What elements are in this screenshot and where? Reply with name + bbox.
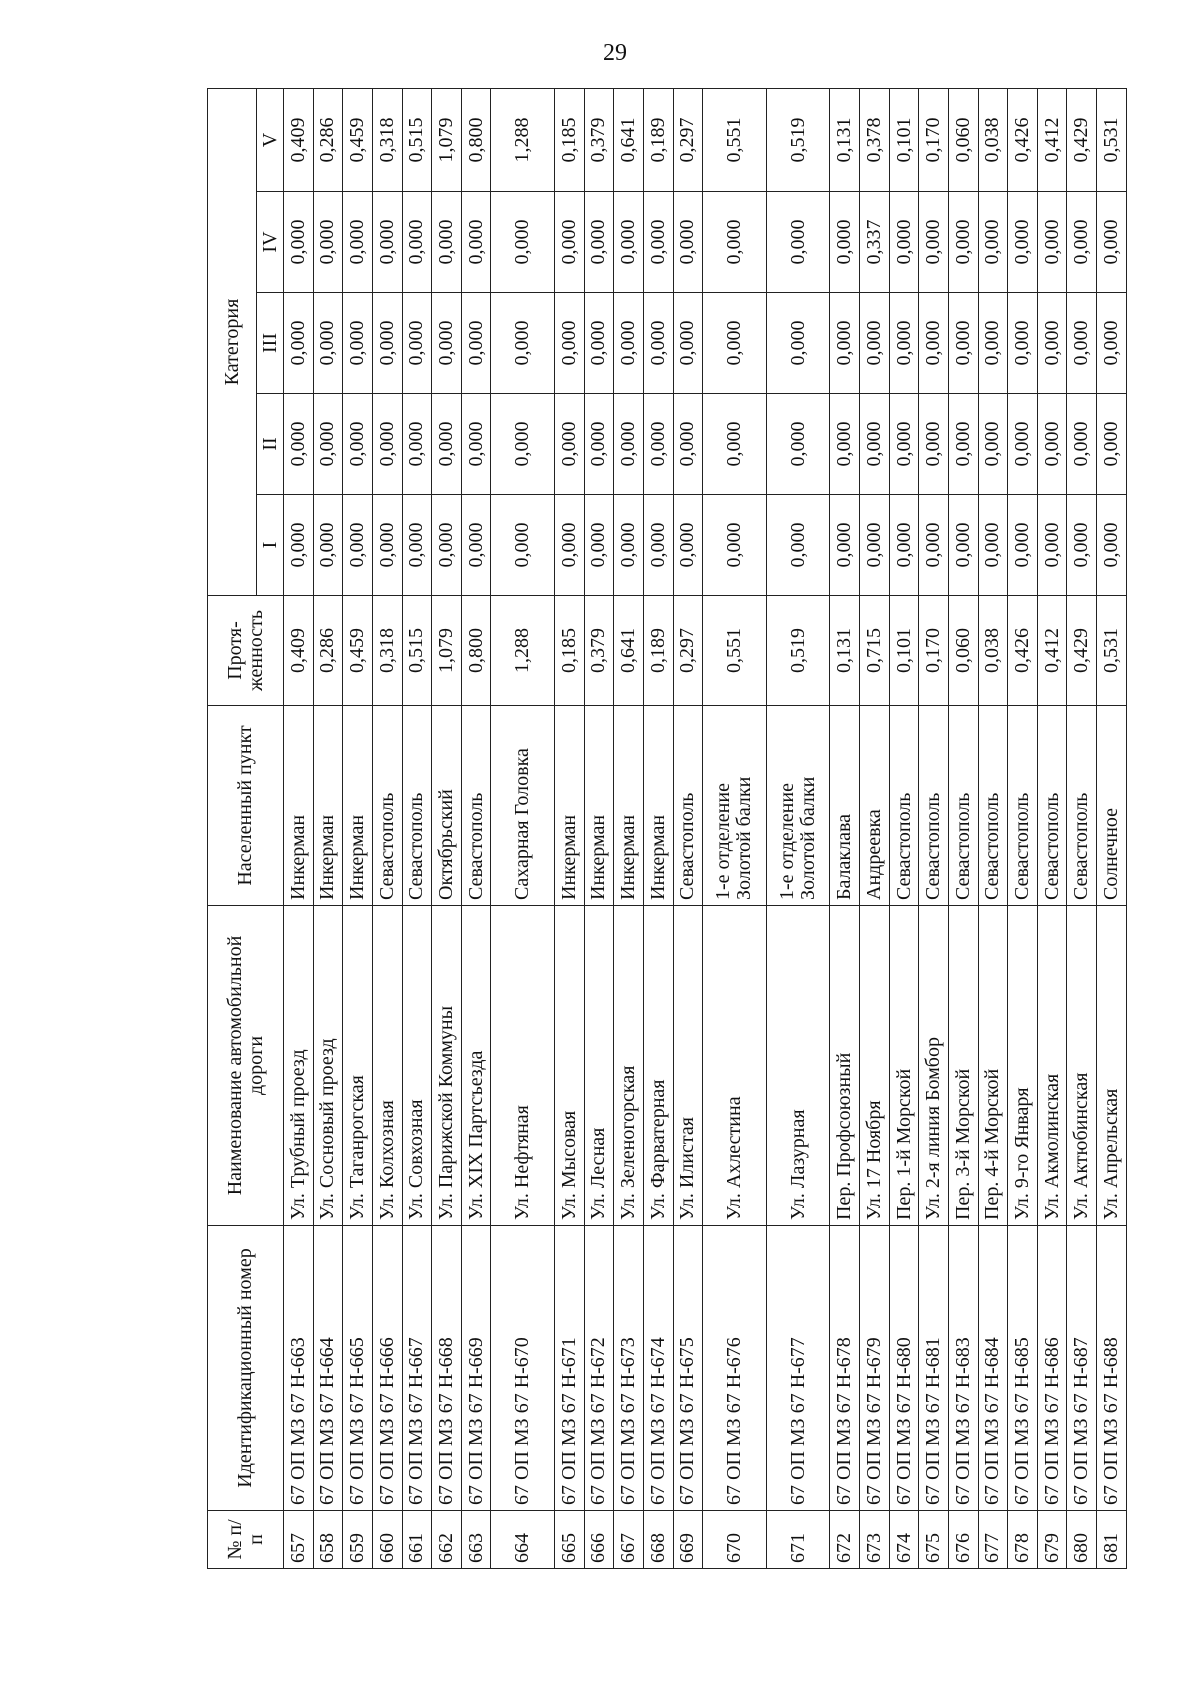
row-road-name: Ул. Лазурная: [766, 906, 830, 1226]
row-settlement: Севастополь: [978, 706, 1008, 906]
row-category-5: 0,185: [555, 88, 585, 191]
row-settlement: Севастополь: [461, 706, 491, 906]
row-category-5: 0,531: [1097, 88, 1127, 191]
table-row: [432, 88, 462, 1568]
row-number: 677: [978, 1511, 1008, 1569]
row-length: 0,429: [1067, 596, 1097, 706]
table-row: [643, 88, 673, 1568]
row-category-2: 0,000: [1067, 394, 1097, 495]
row-category-3: 0,000: [402, 293, 432, 394]
row-category-3: 0,000: [673, 293, 703, 394]
table-row: [402, 88, 432, 1568]
row-category-1: 0,000: [1067, 495, 1097, 596]
row-number: 681: [1097, 1511, 1127, 1569]
row-category-4: 0,000: [830, 192, 860, 293]
row-road-name: Ул. Мысовая: [555, 906, 585, 1226]
row-category-2: 0,000: [673, 394, 703, 495]
row-category-3: 0,000: [584, 293, 614, 394]
row-category-1: 0,000: [703, 495, 767, 596]
row-id: 67 ОП МЗ 67 Н-674: [643, 1226, 673, 1511]
header-cat-4: IV: [257, 192, 284, 293]
row-id: 67 ОП МЗ 67 Н-667: [402, 1226, 432, 1511]
row-category-3: 0,000: [1037, 293, 1067, 394]
row-category-1: 0,000: [919, 495, 949, 596]
row-category-3: 0,000: [1097, 293, 1127, 394]
row-length: 0,318: [372, 596, 402, 706]
row-id: 67 ОП МЗ 67 Н-676: [703, 1226, 767, 1511]
row-category-4: 0,000: [978, 192, 1008, 293]
table-row: [860, 88, 890, 1568]
row-length: 0,101: [889, 596, 919, 706]
row-settlement: Октябрьский: [432, 706, 462, 906]
row-category-5: 1,079: [432, 88, 462, 191]
row-category-1: 0,000: [948, 495, 978, 596]
row-category-4: 0,000: [491, 192, 555, 293]
row-road-name: Ул. Актюбинская: [1067, 906, 1097, 1226]
row-road-name: Ул. 17 Ноября: [860, 906, 890, 1226]
row-category-3: 0,000: [978, 293, 1008, 394]
row-settlement: Севастополь: [1008, 706, 1038, 906]
row-category-4: 0,000: [889, 192, 919, 293]
row-length: 0,715: [860, 596, 890, 706]
row-category-1: 0,000: [284, 495, 314, 596]
table-row: [1067, 88, 1097, 1568]
row-category-5: 0,170: [919, 88, 949, 191]
row-category-4: 0,000: [919, 192, 949, 293]
rotated-table-container: [207, 89, 1127, 1569]
row-number: 671: [766, 1511, 830, 1569]
row-settlement: Инкерман: [584, 706, 614, 906]
header-cat-1: I: [257, 495, 284, 596]
row-category-3: 0,000: [614, 293, 644, 394]
row-settlement: Инкерман: [555, 706, 585, 906]
row-category-5: 0,038: [978, 88, 1008, 191]
row-category-2: 0,000: [1097, 394, 1127, 495]
row-length: 0,426: [1008, 596, 1038, 706]
row-length: 0,379: [584, 596, 614, 706]
row-category-3: 0,000: [889, 293, 919, 394]
table-row: [1008, 88, 1038, 1568]
row-category-2: 0,000: [555, 394, 585, 495]
row-category-1: 0,000: [1097, 495, 1127, 596]
row-length: 0,519: [766, 596, 830, 706]
row-id: 67 ОП МЗ 67 Н-666: [372, 1226, 402, 1511]
table-row: [343, 88, 373, 1568]
row-category-1: 0,000: [372, 495, 402, 596]
table-body: [284, 88, 1127, 1568]
row-category-1: 0,000: [432, 495, 462, 596]
row-road-name: Ул. Илистая: [673, 906, 703, 1226]
row-road-name: Ул. Ахлестина: [703, 906, 767, 1226]
row-category-2: 0,000: [491, 394, 555, 495]
row-category-3: 0,000: [643, 293, 673, 394]
row-length: 0,185: [555, 596, 585, 706]
page-number: 29: [603, 40, 627, 66]
row-id: 67 ОП МЗ 67 Н-681: [919, 1226, 949, 1511]
row-category-2: 0,000: [978, 394, 1008, 495]
table-row: [614, 88, 644, 1568]
row-road-name: Ул. Совхозная: [402, 906, 432, 1226]
row-id: 67 ОП МЗ 67 Н-671: [555, 1226, 585, 1511]
row-road-name: Ул. Таганрогская: [343, 906, 373, 1226]
row-category-5: 0,426: [1008, 88, 1038, 191]
row-road-name: Ул. Парижской Коммуны: [432, 906, 462, 1226]
row-road-name: Ул. 9-го Января: [1008, 906, 1038, 1226]
header-cat-5: V: [257, 88, 284, 191]
row-category-5: 0,286: [313, 88, 343, 191]
row-id: 67 ОП МЗ 67 Н-665: [343, 1226, 373, 1511]
table-row: [673, 88, 703, 1568]
row-category-2: 0,000: [703, 394, 767, 495]
row-settlement: 1-е отделение Золотой балки: [703, 706, 767, 906]
row-category-1: 0,000: [343, 495, 373, 596]
row-category-2: 0,000: [313, 394, 343, 495]
table-row: [766, 88, 830, 1568]
row-length: 0,297: [673, 596, 703, 706]
table-row: [948, 88, 978, 1568]
table-row: [491, 88, 555, 1568]
row-category-4: 0,000: [1037, 192, 1067, 293]
row-settlement: Севастополь: [372, 706, 402, 906]
row-category-3: 0,000: [830, 293, 860, 394]
row-road-name: Пер. Профсоюзный: [830, 906, 860, 1226]
row-id: 67 ОП МЗ 67 Н-677: [766, 1226, 830, 1511]
row-category-2: 0,000: [432, 394, 462, 495]
row-category-5: 0,409: [284, 88, 314, 191]
row-category-5: 0,412: [1037, 88, 1067, 191]
table-row: [703, 88, 767, 1568]
row-settlement: Андреевка: [860, 706, 890, 906]
row-category-2: 0,000: [372, 394, 402, 495]
table-row: [313, 88, 343, 1568]
row-category-3: 0,000: [919, 293, 949, 394]
row-road-name: Ул. Фарватерная: [643, 906, 673, 1226]
row-number: 661: [402, 1511, 432, 1569]
row-settlement: Севастополь: [402, 706, 432, 906]
row-category-4: 0,000: [703, 192, 767, 293]
row-id: 67 ОП МЗ 67 Н-670: [491, 1226, 555, 1511]
row-category-1: 0,000: [860, 495, 890, 596]
row-category-2: 0,000: [830, 394, 860, 495]
row-category-4: 0,000: [555, 192, 585, 293]
row-category-4: 0,000: [584, 192, 614, 293]
row-category-2: 0,000: [766, 394, 830, 495]
row-number: 662: [432, 1511, 462, 1569]
row-length: 0,170: [919, 596, 949, 706]
row-length: 0,551: [703, 596, 767, 706]
row-settlement: Инкерман: [343, 706, 373, 906]
row-category-3: 0,000: [284, 293, 314, 394]
row-category-3: 0,000: [948, 293, 978, 394]
row-number: 658: [313, 1511, 343, 1569]
row-settlement: 1-е отделение Золотой балки: [766, 706, 830, 906]
row-category-2: 0,000: [343, 394, 373, 495]
row-number: 669: [673, 1511, 703, 1569]
row-settlement: Севастополь: [889, 706, 919, 906]
row-category-3: 0,000: [432, 293, 462, 394]
row-category-1: 0,000: [402, 495, 432, 596]
table-row: [584, 88, 614, 1568]
row-category-4: 0,000: [1008, 192, 1038, 293]
row-category-1: 0,000: [614, 495, 644, 596]
row-id: 67 ОП МЗ 67 Н-680: [889, 1226, 919, 1511]
row-length: 0,412: [1037, 596, 1067, 706]
row-category-2: 0,000: [461, 394, 491, 495]
row-id: 67 ОП МЗ 67 Н-685: [1008, 1226, 1038, 1511]
row-number: 660: [372, 1511, 402, 1569]
header-settlement: Населенный пункт: [208, 706, 284, 906]
row-category-3: 0,000: [860, 293, 890, 394]
row-category-1: 0,000: [643, 495, 673, 596]
row-category-4: 0,000: [1067, 192, 1097, 293]
row-category-4: 0,000: [614, 192, 644, 293]
header-length: Протя-женность: [208, 596, 284, 706]
row-category-3: 0,000: [461, 293, 491, 394]
row-length: 1,288: [491, 596, 555, 706]
row-id: 67 ОП МЗ 67 Н-683: [948, 1226, 978, 1511]
row-length: 0,038: [978, 596, 1008, 706]
row-number: 664: [491, 1511, 555, 1569]
row-road-name: Пер. 1-й Морской: [889, 906, 919, 1226]
row-length: 0,459: [343, 596, 373, 706]
row-road-name: Ул. Трубный проезд: [284, 906, 314, 1226]
row-settlement: Сахарная Головка: [491, 706, 555, 906]
row-category-1: 0,000: [491, 495, 555, 596]
row-road-name: Ул. Колхозная: [372, 906, 402, 1226]
row-category-5: 0,800: [461, 88, 491, 191]
row-road-name: Ул. Акмолинская: [1037, 906, 1067, 1226]
table-row: [1097, 88, 1127, 1568]
row-id: 67 ОП МЗ 67 Н-679: [860, 1226, 890, 1511]
row-id: 67 ОП МЗ 67 Н-686: [1037, 1226, 1067, 1511]
row-category-1: 0,000: [766, 495, 830, 596]
row-settlement: Севастополь: [1067, 706, 1097, 906]
row-road-name: Пер. 3-й Морской: [948, 906, 978, 1226]
row-category-4: 0,337: [860, 192, 890, 293]
row-road-name: Пер. 4-й Морской: [978, 906, 1008, 1226]
row-settlement: Инкерман: [284, 706, 314, 906]
row-category-3: 0,000: [703, 293, 767, 394]
row-id: 67 ОП МЗ 67 Н-673: [614, 1226, 644, 1511]
row-category-3: 0,000: [1008, 293, 1038, 394]
row-category-4: 0,000: [432, 192, 462, 293]
row-id: 67 ОП МЗ 67 Н-669: [461, 1226, 491, 1511]
row-length: 0,515: [402, 596, 432, 706]
row-number: 674: [889, 1511, 919, 1569]
roads-table: [207, 88, 1127, 1569]
row-category-1: 0,000: [830, 495, 860, 596]
row-length: 0,286: [313, 596, 343, 706]
row-category-5: 0,131: [830, 88, 860, 191]
row-category-3: 0,000: [372, 293, 402, 394]
table-row: [830, 88, 860, 1568]
row-category-2: 0,000: [1037, 394, 1067, 495]
row-number: 678: [1008, 1511, 1038, 1569]
row-number: 659: [343, 1511, 373, 1569]
table-row: [372, 88, 402, 1568]
row-category-5: 0,101: [889, 88, 919, 191]
row-id: 67 ОП МЗ 67 Н-672: [584, 1226, 614, 1511]
header-id: Идентификационный номер: [208, 1226, 284, 1511]
row-number: 667: [614, 1511, 644, 1569]
row-length: 0,531: [1097, 596, 1127, 706]
row-category-4: 0,000: [948, 192, 978, 293]
row-category-5: 0,519: [766, 88, 830, 191]
row-category-4: 0,000: [402, 192, 432, 293]
row-settlement: Солнечное: [1097, 706, 1127, 906]
row-number: 676: [948, 1511, 978, 1569]
row-category-1: 0,000: [889, 495, 919, 596]
row-number: 679: [1037, 1511, 1067, 1569]
row-category-3: 0,000: [1067, 293, 1097, 394]
row-settlement: Инкерман: [313, 706, 343, 906]
row-category-2: 0,000: [643, 394, 673, 495]
row-category-3: 0,000: [313, 293, 343, 394]
row-number: 657: [284, 1511, 314, 1569]
row-id: 67 ОП МЗ 67 Н-668: [432, 1226, 462, 1511]
row-category-3: 0,000: [343, 293, 373, 394]
row-length: 1,079: [432, 596, 462, 706]
row-id: 67 ОП МЗ 67 Н-687: [1067, 1226, 1097, 1511]
header-cat-3: III: [257, 293, 284, 394]
row-category-2: 0,000: [948, 394, 978, 495]
row-category-2: 0,000: [889, 394, 919, 495]
row-road-name: Ул. Зеленогорская: [614, 906, 644, 1226]
row-category-2: 0,000: [284, 394, 314, 495]
row-number: 666: [584, 1511, 614, 1569]
row-category-4: 0,000: [372, 192, 402, 293]
row-category-5: 0,379: [584, 88, 614, 191]
row-category-5: 0,641: [614, 88, 644, 191]
row-category-1: 0,000: [313, 495, 343, 596]
row-length: 0,409: [284, 596, 314, 706]
table-row: [461, 88, 491, 1568]
row-category-4: 0,000: [673, 192, 703, 293]
row-number: 663: [461, 1511, 491, 1569]
row-id: 67 ОП МЗ 67 Н-678: [830, 1226, 860, 1511]
row-road-name: Ул. Лесная: [584, 906, 614, 1226]
row-category-2: 0,000: [860, 394, 890, 495]
row-id: 67 ОП МЗ 67 Н-684: [978, 1226, 1008, 1511]
table-row: [889, 88, 919, 1568]
row-category-2: 0,000: [919, 394, 949, 495]
row-category-1: 0,000: [1008, 495, 1038, 596]
row-category-5: 0,429: [1067, 88, 1097, 191]
row-road-name: Ул. Сосновый проезд: [313, 906, 343, 1226]
row-category-2: 0,000: [584, 394, 614, 495]
row-road-name: Ул. Нефтяная: [491, 906, 555, 1226]
row-category-4: 0,000: [343, 192, 373, 293]
row-category-2: 0,000: [1008, 394, 1038, 495]
header-road-name: Наименование автомобильной дороги: [208, 906, 284, 1226]
row-category-3: 0,000: [555, 293, 585, 394]
row-id: 67 ОП МЗ 67 Н-664: [313, 1226, 343, 1511]
row-settlement: Севастополь: [1037, 706, 1067, 906]
row-settlement: Севастополь: [919, 706, 949, 906]
row-length: 0,641: [614, 596, 644, 706]
row-settlement: Балаклава: [830, 706, 860, 906]
row-settlement: Инкерман: [643, 706, 673, 906]
row-length: 0,800: [461, 596, 491, 706]
row-category-3: 0,000: [766, 293, 830, 394]
row-category-4: 0,000: [1097, 192, 1127, 293]
row-category-5: 0,378: [860, 88, 890, 191]
header-row: [208, 88, 257, 1568]
row-length: 0,131: [830, 596, 860, 706]
row-category-1: 0,000: [978, 495, 1008, 596]
row-number: 673: [860, 1511, 890, 1569]
header-category: Категория: [208, 88, 257, 595]
table-row: [1037, 88, 1067, 1568]
row-number: 672: [830, 1511, 860, 1569]
row-category-4: 0,000: [461, 192, 491, 293]
row-category-5: 1,288: [491, 88, 555, 191]
row-number: 670: [703, 1511, 767, 1569]
row-category-1: 0,000: [584, 495, 614, 596]
row-category-5: 0,515: [402, 88, 432, 191]
row-category-5: 0,297: [673, 88, 703, 191]
row-number: 668: [643, 1511, 673, 1569]
row-category-5: 0,189: [643, 88, 673, 191]
row-category-1: 0,000: [1037, 495, 1067, 596]
row-number: 675: [919, 1511, 949, 1569]
row-category-5: 0,459: [343, 88, 373, 191]
table-row: [978, 88, 1008, 1568]
row-road-name: Ул. XIX Партсъезда: [461, 906, 491, 1226]
row-length: 0,060: [948, 596, 978, 706]
row-category-5: 0,060: [948, 88, 978, 191]
row-category-4: 0,000: [313, 192, 343, 293]
row-settlement: Севастополь: [673, 706, 703, 906]
row-category-3: 0,000: [491, 293, 555, 394]
table-row: [555, 88, 585, 1568]
table-row: [919, 88, 949, 1568]
row-category-5: 0,318: [372, 88, 402, 191]
row-id: 67 ОП МЗ 67 Н-663: [284, 1226, 314, 1511]
row-settlement: Севастополь: [948, 706, 978, 906]
header-cat-2: II: [257, 394, 284, 495]
row-road-name: Ул. Апрельская: [1097, 906, 1127, 1226]
row-settlement: Инкерман: [614, 706, 644, 906]
row-length: 0,189: [643, 596, 673, 706]
row-category-2: 0,000: [614, 394, 644, 495]
row-category-5: 0,551: [703, 88, 767, 191]
row-id: 67 ОП МЗ 67 Н-675: [673, 1226, 703, 1511]
header-num: № п/п: [208, 1511, 284, 1569]
row-category-4: 0,000: [643, 192, 673, 293]
row-road-name: Ул. 2-я линия Бомбор: [919, 906, 949, 1226]
row-category-1: 0,000: [555, 495, 585, 596]
row-category-2: 0,000: [402, 394, 432, 495]
row-id: 67 ОП МЗ 67 Н-688: [1097, 1226, 1127, 1511]
table-row: [284, 88, 314, 1568]
row-category-4: 0,000: [284, 192, 314, 293]
row-number: 665: [555, 1511, 585, 1569]
row-category-4: 0,000: [766, 192, 830, 293]
row-category-1: 0,000: [461, 495, 491, 596]
row-number: 680: [1067, 1511, 1097, 1569]
row-category-1: 0,000: [673, 495, 703, 596]
